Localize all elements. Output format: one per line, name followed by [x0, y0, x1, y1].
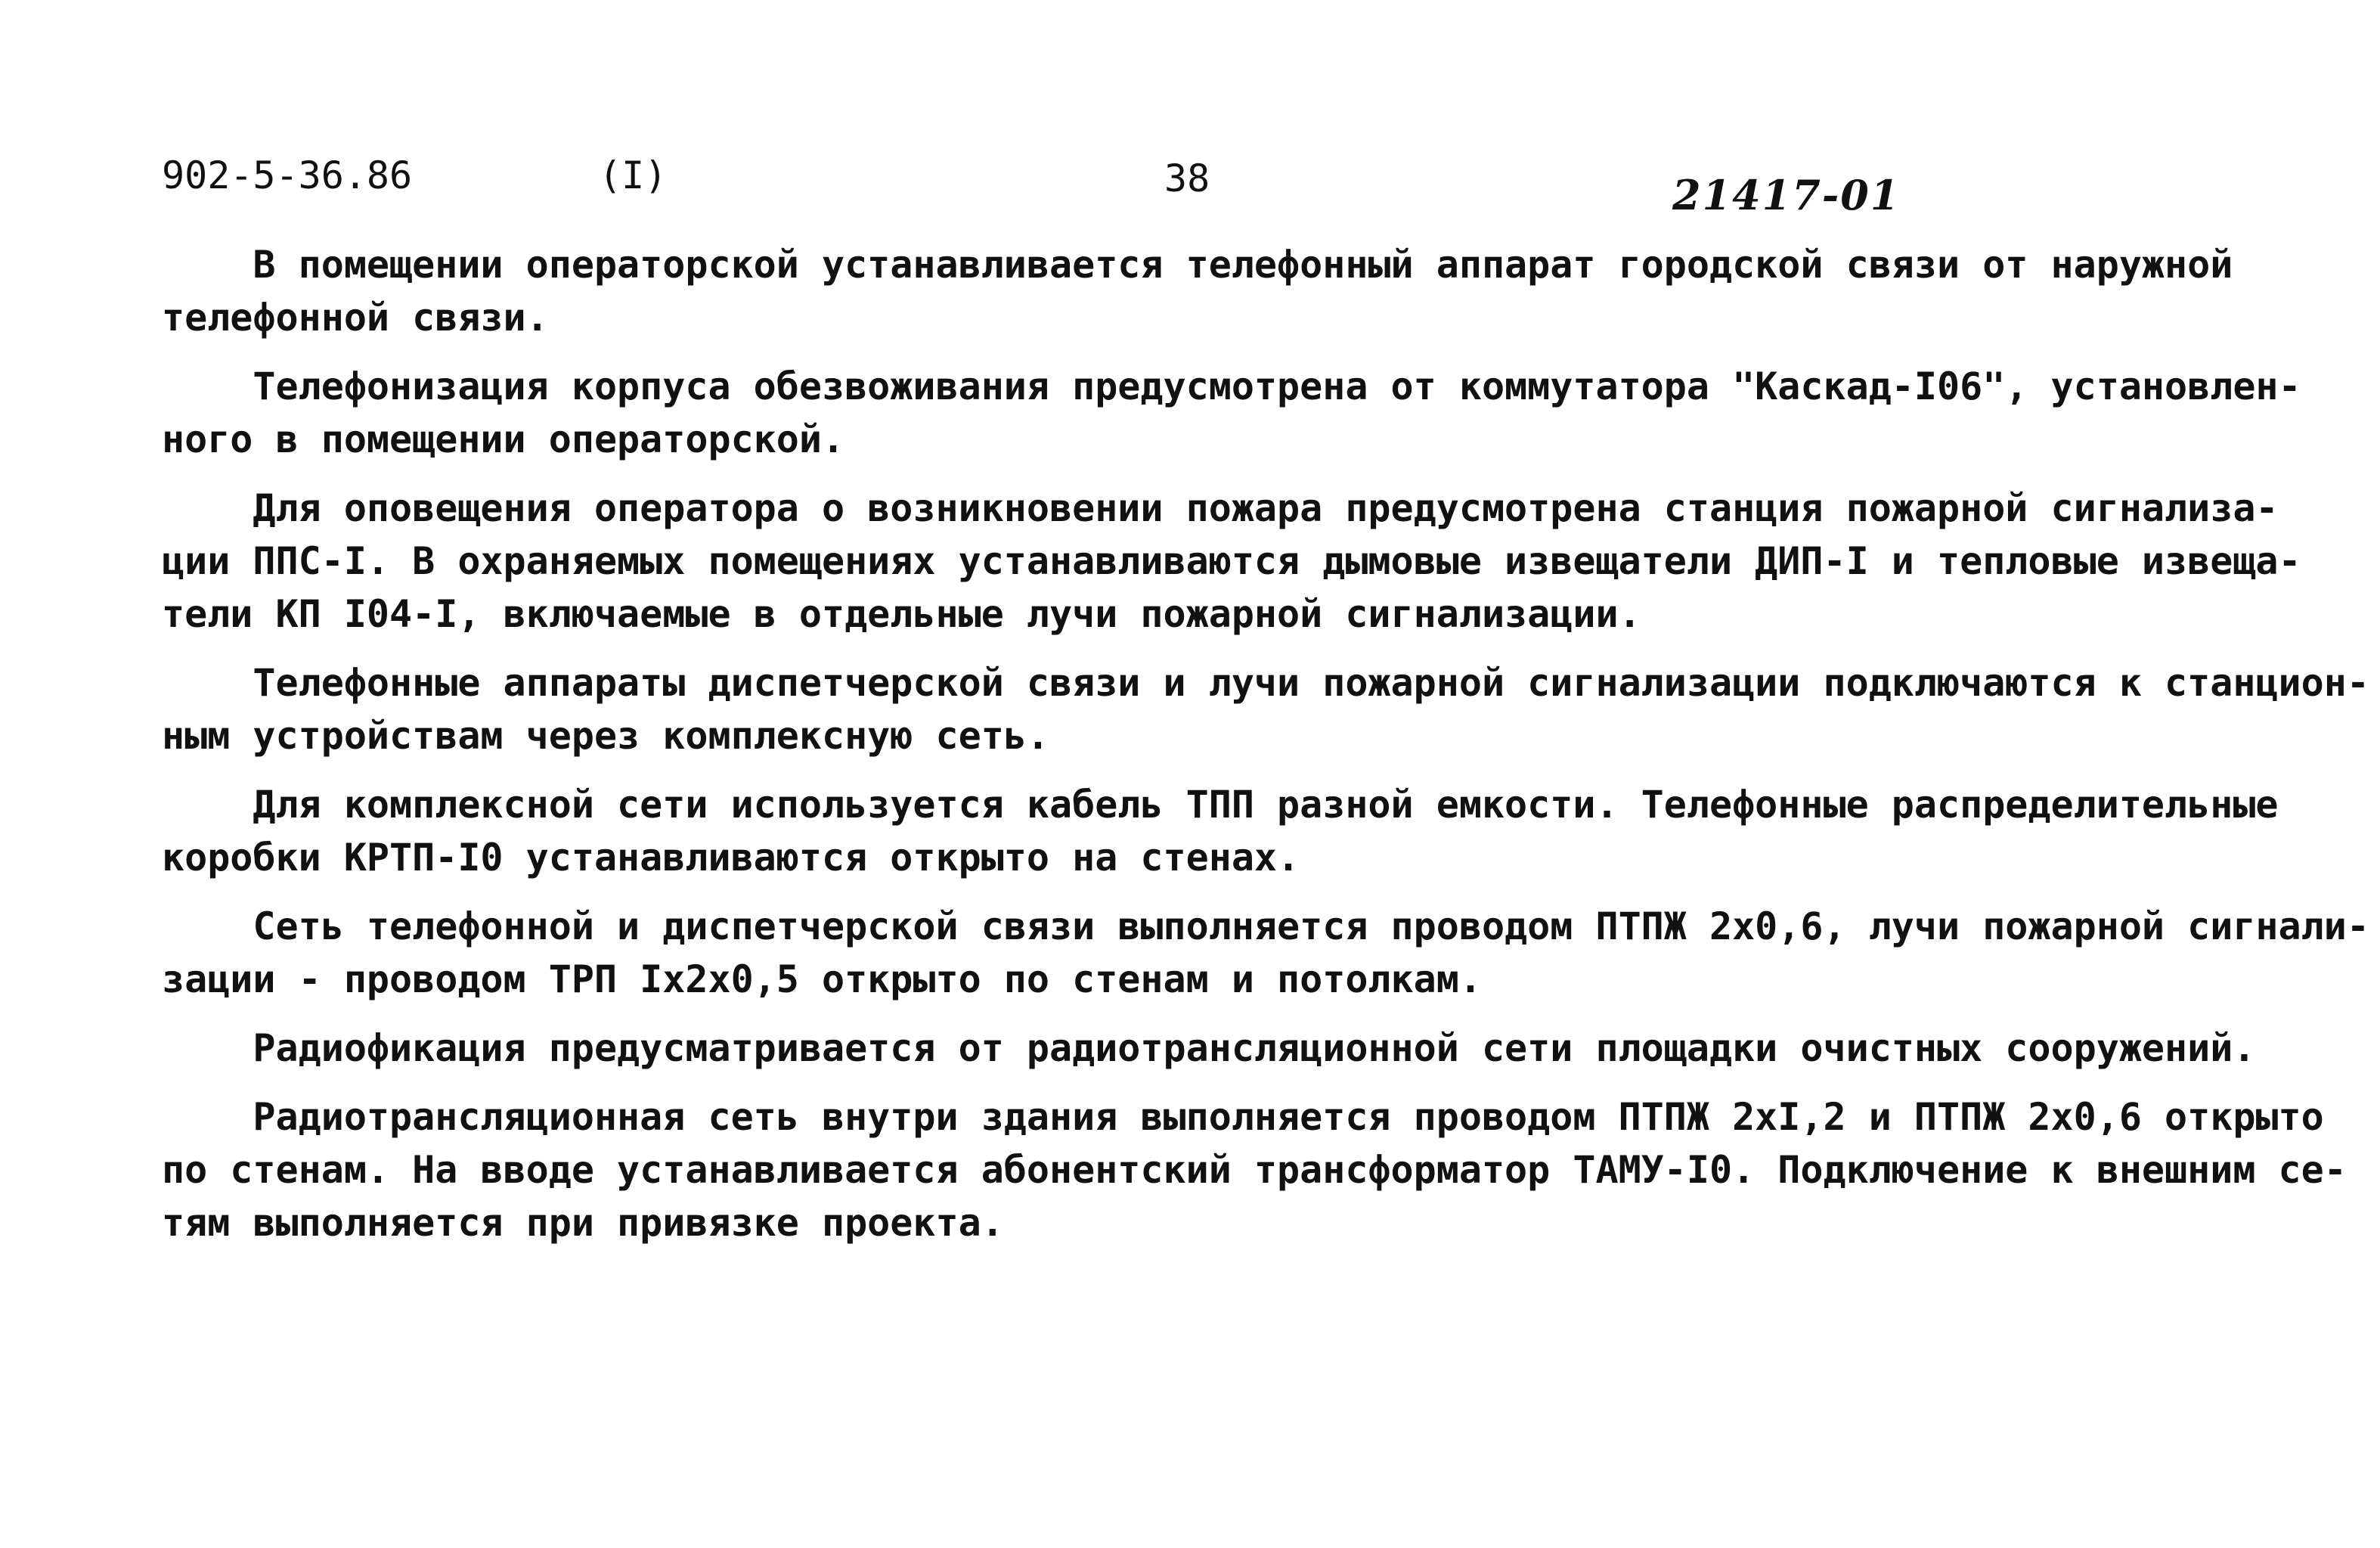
text-line: телефонной связи.: [162, 296, 549, 340]
text-line: тели КП I04-I, включаемые в отдельные лучи пожарной сигнализации.: [162, 592, 1641, 636]
text-line: тям выполняется при привязке проекта.: [162, 1201, 1004, 1245]
paragraph: [162, 778, 2279, 884]
text-line: Для оповещения оператора о возникновении пожара предусмотрена станция пожарной сигнализа-: [162, 486, 2279, 530]
body-text: [162, 238, 2369, 1265]
paragraph: [162, 360, 2301, 466]
text-line: Телефонизация корпуса обезвоживания предусмотрена от коммутатора "Каскад-I06", установлен-: [162, 365, 2301, 408]
text-line: ного в помещении операторской.: [162, 417, 845, 461]
part-number: (I): [599, 154, 668, 197]
text-line: по стенам. На вводе устанавливается абонентский трансформатор ТАМУ-I0. Подключение к внешним се-: [162, 1148, 2347, 1192]
text-line: ным устройствам через комплексную сеть.: [162, 714, 1049, 758]
paragraph: [162, 656, 2369, 762]
paragraph: [162, 482, 2301, 641]
text-line: коробки КРТП-I0 устанавливаются открыто на стенах.: [162, 836, 1300, 879]
handwritten-number: 21417-01: [1672, 171, 1901, 219]
text-line: Для комплексной сети используется кабель ТПП разной емкости. Телефонные распределительные: [162, 783, 2279, 827]
paragraph: [162, 238, 2233, 344]
paragraph: [162, 900, 2369, 1006]
paragraph: [162, 1022, 2256, 1075]
text-line: ции ППС-I. В охраняемых помещениях устанавливаются дымовые извещатели ДИП-I и тепловые извеща-: [162, 539, 2301, 583]
text-line: В помещении операторской устанавливается телефонный аппарат городской связи от наружной: [162, 243, 2233, 287]
document-code: 902-5-36.86: [162, 154, 413, 197]
text-line: Сеть телефонной и диспетчерской связи выполняется проводом ПТПЖ 2х0,6, лучи пожарной сигнали-: [162, 904, 2369, 948]
text-line: зации - проводом ТРП Iх2х0,5 открыто по стенам и потолкам.: [162, 957, 1482, 1001]
text-line: Телефонные аппараты диспетчерской связи и лучи пожарной сигнализации подключаются к станцион-: [162, 661, 2369, 705]
text-line: Радиофикация предусматривается от радиотрансляционной сети площадки очистных сооружений.: [162, 1026, 2256, 1070]
paragraph: [162, 1090, 2347, 1249]
page-number: 38: [1164, 157, 1210, 200]
text-line: Радиотрансляционная сеть внутри здания выполняется проводом ПТПЖ 2хI,2 и ПТПЖ 2х0,6 открыто: [162, 1095, 2324, 1139]
